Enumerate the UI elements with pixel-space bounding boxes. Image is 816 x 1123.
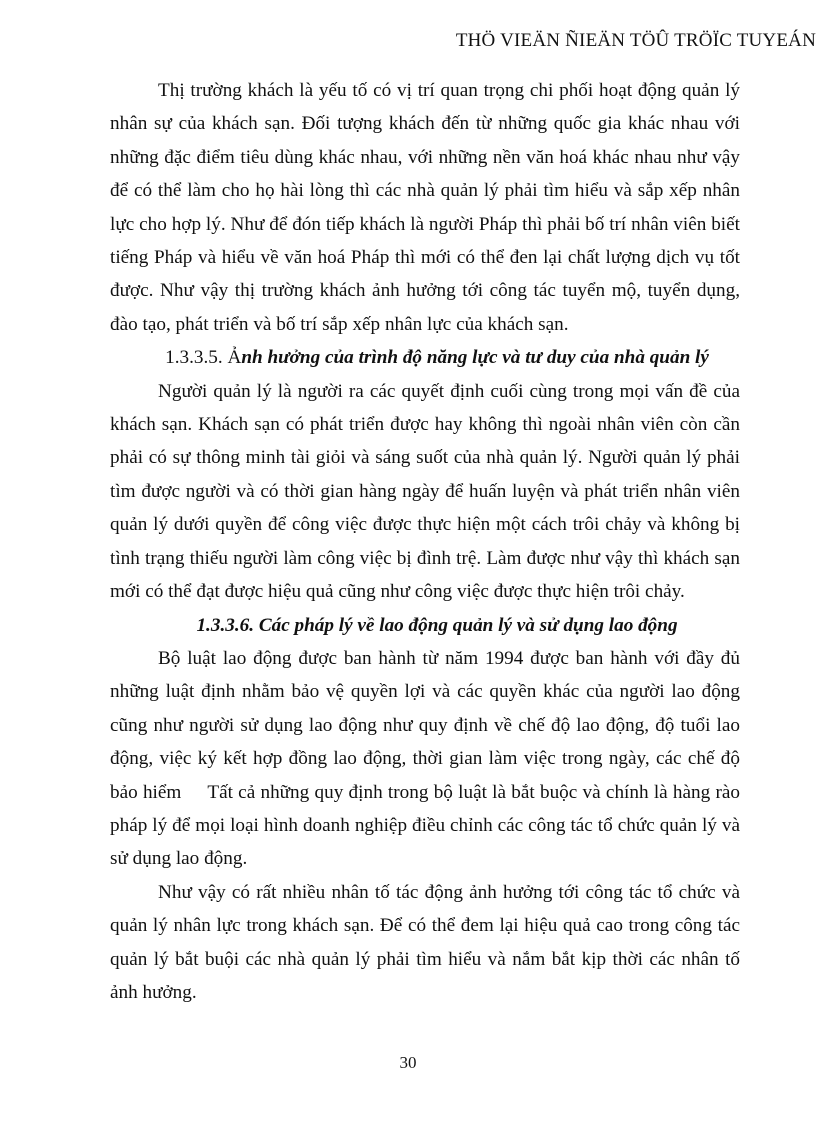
paragraph-labor-law-part1: Bộ luật lao động được ban hành từ năm 1994 được ban hành với đầy đủ những luật định nhằm bảo vệ quyền lợi và các quyền khác của người lao động cũng như người sử dụng lao động như quy định về chế độ lao động, độ tuổi lao động, việc ký kết hợp đồng lao động, thời gian làm việc trong ngày, các chế độ bảo hiểm xyxy=(110,647,740,803)
paragraph-labor-law-part2: Tất cả những quy định trong bộ luật là bắt buộc và chính là hàng rào pháp lý để mọi loại hình doanh nghiệp điều chỉnh các công tác tổ chức quản lý và sử dụng lao động. xyxy=(110,781,740,870)
heading-manager-competence xyxy=(110,341,740,374)
heading-title: 1.3.3.6. Các pháp lý về lao động quản lý và sử dụng lao động xyxy=(196,614,678,636)
heading-first-letter: Ả xyxy=(227,347,242,369)
heading-number: 1.3.3.5. xyxy=(165,347,228,369)
paragraph-customer-market: Thị trường khách là yếu tố có vị trí quan trọng chi phối hoạt động quản lý nhân sự của khách sạn. Đối tượng khách đến từ những quốc gia khác nhau với những đặc điểm tiêu dùng khác nhau, với những nền văn hoá khác nhau như vậy để có thể làm cho họ hài lòng thì các nhà quản lý phải tìm hiểu và sắp xếp nhân lực cho hợp lý. Như để đón tiếp khách là người Pháp thì phải bố trí nhân viên biết tiếng Pháp và hiểu về văn hoá Pháp thì mới có thể đen lại chất lượng dịch vụ tốt được. Như vậy thị trường khách ảnh hưởng tới công tác tuyển mộ, tuyển dụng, đào tạo, phát triển và bố trí sắp xếp nhân lực của khách sạn. xyxy=(110,80,740,335)
heading-labor-law xyxy=(110,609,740,642)
paragraph-labor-law xyxy=(110,642,740,876)
paragraph-manager-role: Người quản lý là người ra các quyết định cuối cùng trong mọi vấn đề của khách sạn. Khách sạn có phát triển được hay không thì ngoài nhân viên còn cần phải có sự thông minh tài giỏi và sáng suốt của nhà quản lý. Người quản lý phải tìm được người và có thời gian hàng ngày để huấn luyện và phát triển nhân viên quản lý dưới quyền để công việc được thực hiện một cách trôi chảy và không bị tình trạng thiếu người làm công việc bị đình trệ. Làm được như vậy thì khách sạn mới có thể đạt được hiệu quả cũng như công việc được thực hiện trôi chảy. xyxy=(110,380,740,603)
paragraph-conclusion: Như vậy có rất nhiều nhân tố tác động ảnh hưởng tới công tác tổ chức và quản lý nhân lực trong khách sạn. Để có thể đem lại hiệu quả cao trong công tác quản lý bắt buội các nhà quản lý phải tìm hiểu và nắm bắt kịp thời các nhân tố ảnh hưởng. xyxy=(110,881,740,1003)
heading-title: nh hưởng của trình độ năng lực và tư duy của nhà quản lý xyxy=(241,347,709,369)
document-body xyxy=(110,74,740,1009)
document-header: THÖ VIEÄN ÑIEÄN TÖÛ TRÖÏC TUYEÁN xyxy=(455,30,816,51)
page-number: 30 xyxy=(399,1053,417,1072)
